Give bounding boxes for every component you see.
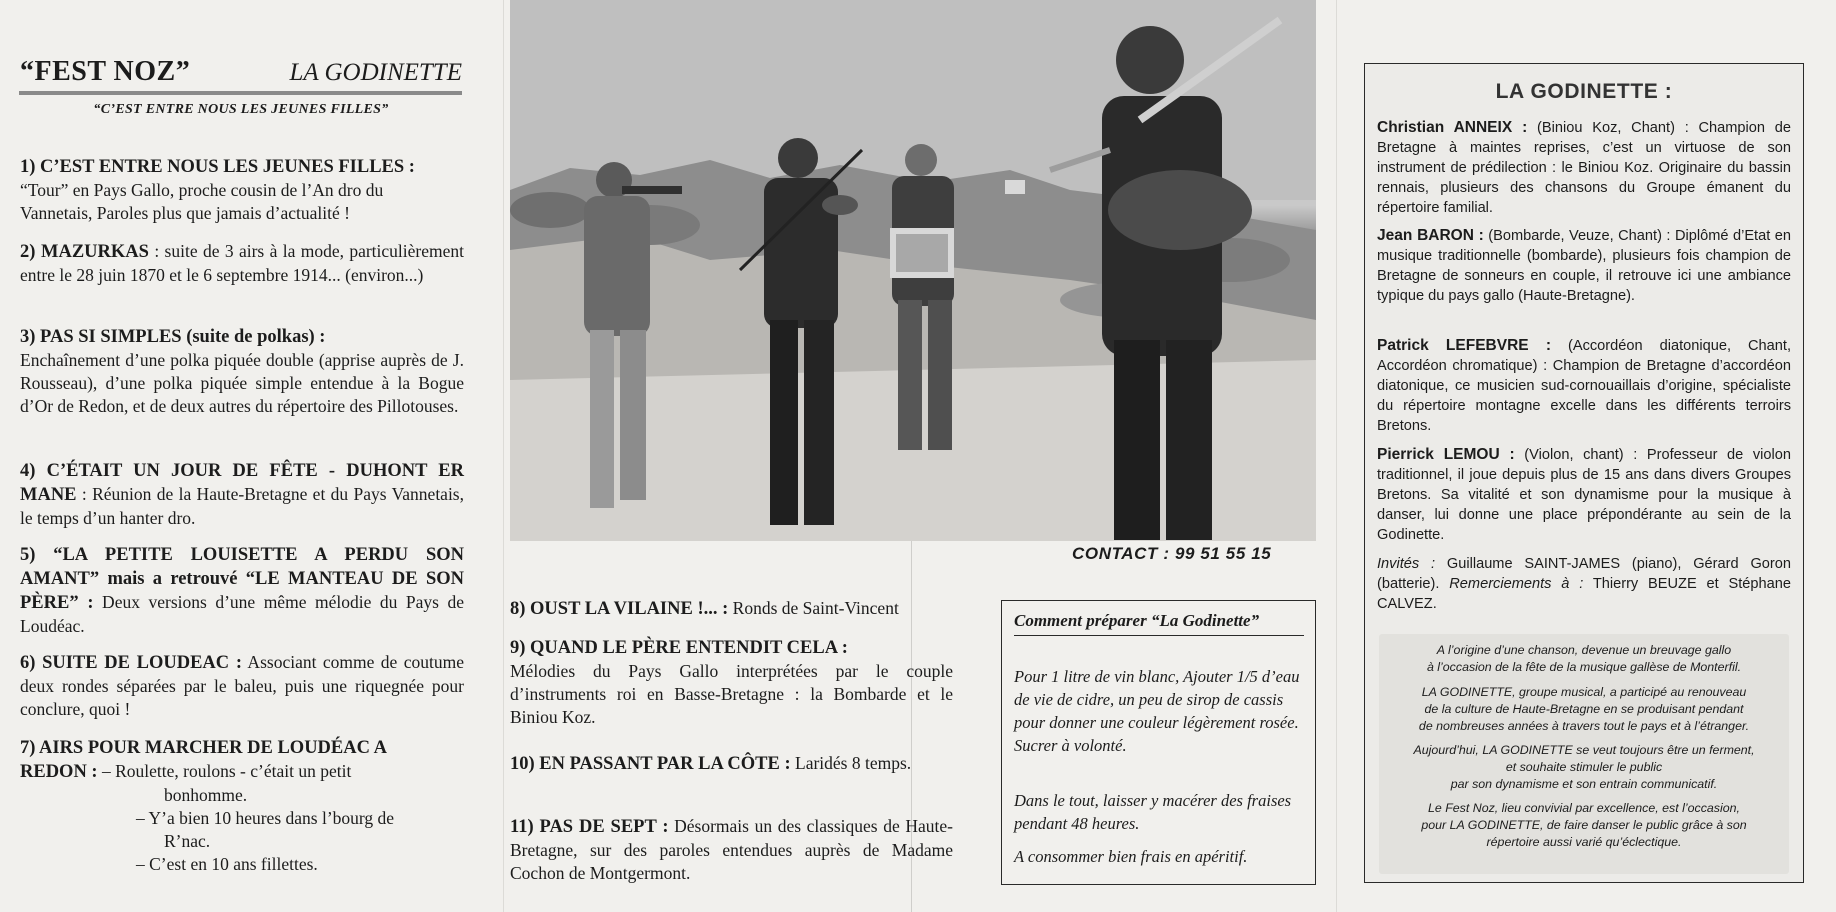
members-box	[1364, 63, 1804, 883]
member-text: (Bombarde, Veuze, Chant) : Diplômé d’Etat en musique traditionnelle (bombarde), plusieurs fois champion de Bretagne de sonneurs en couple, il retrouve ici une ambiance typique du pays gallo (Haute-Bretagne).	[1377, 228, 1791, 304]
origin-line: de la culture de Haute-Bretagne en se produisant pendant	[1424, 702, 1744, 716]
track-title: 11) PAS DE SEPT :	[510, 817, 669, 837]
track-item: R’nac.	[164, 831, 211, 851]
header	[20, 56, 462, 92]
member-name: Patrick LEFEBVRE :	[1377, 337, 1552, 354]
member-bio	[1377, 445, 1791, 545]
origin-paragraph	[1379, 742, 1789, 793]
track-item: bonhomme.	[164, 785, 248, 805]
origin-box	[1379, 634, 1789, 874]
track-text: : Réunion de la Haute-Bretagne et du Pays Vannetais, le temps d’un hanter dro.	[20, 484, 464, 528]
track-text: Vannetais, Paroles plus que jamais d’actualité !	[20, 203, 350, 223]
origin-line: Le Fest Noz, lieu convivial par excellence, est l’occasion,	[1428, 801, 1740, 815]
track-5	[20, 543, 464, 638]
track-9	[510, 636, 953, 729]
track-11	[510, 815, 953, 885]
members-title: LA GODINETTE :	[1495, 80, 1673, 103]
track-item: – Roulette, roulons - c’était un petit	[101, 761, 352, 781]
group-name: LA GODINETTE	[289, 59, 462, 86]
track-text: : suite de 3 airs à la mode, particulièrement entre le 28 juin 1870 et le 6 septembre 1914... (environ...)	[20, 241, 464, 285]
album-subtitle: “C’EST ENTRE NOUS LES JEUNES FILLES”	[93, 102, 389, 117]
track-text: Enchaînement d’une polka piquée double (apprise auprès de J. Rousseau), d’une polka piquée simple entendue à la Bogue d’Or de Redon, et de deux autres du répertoire des Pillotouses.	[20, 350, 464, 416]
origin-line: à l’occasion de la fête de la musique gallèse de Monterfil.	[1426, 660, 1742, 674]
track-3	[20, 325, 464, 418]
track-2	[20, 240, 464, 287]
track-text: Associant comme de coutume deux rondes séparées par le baleu, puis une riquegnée pour conclure, quoi !	[20, 652, 464, 719]
member-text: (Violon, chant) : Professeur de violon traditionnel, il joue depuis plus de 15 ans dans divers Groupes Bretons. Sa vitalité et son dynamisme pour la musique à danser, lui donne une place prépondérante au sein de la Godinette.	[1377, 447, 1792, 543]
origin-line: A l’origine d’une chanson, devenue un breuvage gallo	[1436, 643, 1732, 657]
member-text: (Accordéon diatonique, Chant, Accordéon chromatique) : Champion de Bretagne d’accordéon diatonique, ce musicien sud-cornouaillais d’origine, spécialiste du répertoire montagne excelle dans les différents terroirs Bretons.	[1377, 338, 1791, 434]
member-bio	[1377, 336, 1791, 436]
member-bio	[1377, 118, 1791, 218]
origin-line: de nombreuses années à travers tout le pays et à l’étranger.	[1418, 719, 1750, 733]
track-title: 9) QUAND LE PÈRE ENTENDIT CELA :	[510, 638, 848, 658]
origin-line: LA GODINETTE, groupe musical, a participé au renouveau	[1421, 685, 1747, 699]
recipe-text: Dans le tout, laisser y macérer des fraises pendant 48 heures.	[1014, 791, 1292, 833]
origin-line: par son dynamisme et son entrain communicatif.	[1450, 777, 1718, 791]
member-bio	[1377, 226, 1791, 306]
invites	[1377, 554, 1791, 614]
left-column	[0, 0, 500, 912]
thanks-text: Thierry BEUZE et Stéphane CALVEZ.	[1377, 576, 1791, 612]
recipe-title: Comment préparer “La Godinette”	[1014, 611, 1304, 636]
track-10	[510, 752, 953, 776]
recipe-text: Pour 1 litre de vin blanc, Ajouter 1/5 d’eau de vie de cidre, un peu de sirop de cassis pour donner une couleur légèrement rosée. Sucrer à volonté.	[1014, 667, 1300, 755]
track-title: 2) MAZURKAS	[20, 242, 149, 262]
contact-phone: CONTACT : 99 51 55 15	[1072, 544, 1272, 563]
band-photo	[510, 0, 1316, 541]
origin-paragraph	[1379, 800, 1789, 851]
invites-text: Guillaume SAINT-JAMES (piano), Gérard Goron (batterie).	[1377, 556, 1791, 592]
track-6	[20, 651, 464, 721]
origin-paragraph	[1379, 642, 1789, 676]
origin-line: Aujourd’hui, LA GODINETTE se veut toujours être un ferment,	[1413, 743, 1755, 757]
track-title: 8) OUST LA VILAINE !... :	[510, 599, 729, 619]
member-name: Christian ANNEIX :	[1377, 119, 1528, 136]
track-title: 6) SUITE DE LOUDEAC :	[20, 653, 242, 673]
track-7	[20, 736, 464, 876]
track-title: 4) C’ÉTAIT UN JOUR DE FÊTE - DUHONT ER MANE	[20, 461, 464, 505]
invites-label: Invités :	[1377, 556, 1436, 572]
origin-paragraph	[1379, 684, 1789, 735]
header-rule	[19, 91, 462, 95]
band-photo-illustration	[510, 0, 1316, 541]
track-text: Deux versions d’une même mélodie du Pays de Loudéac.	[20, 592, 464, 636]
recipe-text: A consommer bien frais en apéritif.	[1014, 847, 1248, 866]
track-title: 5) “LA PETITE LOUISETTE A PERDU SON AMANT” mais a retrouvé “LE MANTEAU DE SON PÈRE” :	[20, 545, 464, 613]
track-8	[510, 597, 953, 621]
track-text: Ronds de Saint-Vincent	[728, 598, 899, 618]
member-text: (Biniou Koz, Chant) : Champion de Bretagne à maintes reprises, c’est un virtuose de son instrument de prédilection : le Biniou Koz. Originaire du bassin rennais, plusieurs des chansons du Groupe émanent du répertoire familial.	[1377, 120, 1791, 216]
origin-line: répertoire aussi varié qu’éclectique.	[1486, 835, 1682, 849]
track-title: REDON :	[20, 762, 98, 782]
member-name: Jean BARON :	[1377, 227, 1484, 244]
track-item: – C’est en 10 ans fillettes.	[136, 854, 318, 874]
track-text: Laridés 8 temps.	[790, 753, 912, 773]
track-1	[20, 155, 464, 225]
thanks-label: Remerciements à :	[1439, 576, 1584, 592]
track-title: 3) PAS SI SIMPLES (suite de polkas) :	[20, 327, 326, 347]
track-4	[20, 459, 464, 530]
track-text: Désormais un des classiques de Haute-Bretagne, sur des paroles entendues auprès de Madame Cochon de Montgermont.	[510, 816, 953, 883]
recipe-box	[1001, 600, 1316, 885]
origin-line: pour LA GODINETTE, de faire danser le public grâce à son	[1421, 818, 1747, 832]
track-text: Mélodies du Pays Gallo interprétées par le couple d’instruments roi en Basse-Bretagne : la Bombarde et le Biniou Koz.	[510, 661, 953, 727]
track-title: 10) EN PASSANT PAR LA CÔTE :	[510, 754, 791, 774]
album-title: “FEST NOZ”	[20, 56, 191, 87]
track-item: – Y’a bien 10 heures dans l’bourg de	[136, 808, 395, 828]
track-title: 7) AIRS POUR MARCHER DE LOUDÉAC A	[20, 738, 387, 758]
track-title: 1) C’EST ENTRE NOUS LES JEUNES FILLES :	[20, 157, 415, 177]
origin-line: et souhaite stimuler le public	[1505, 760, 1663, 774]
track-text: “Tour” en Pays Gallo, proche cousin de l’An dro du	[20, 180, 384, 200]
member-name: Pierrick LEMOU :	[1377, 446, 1515, 463]
